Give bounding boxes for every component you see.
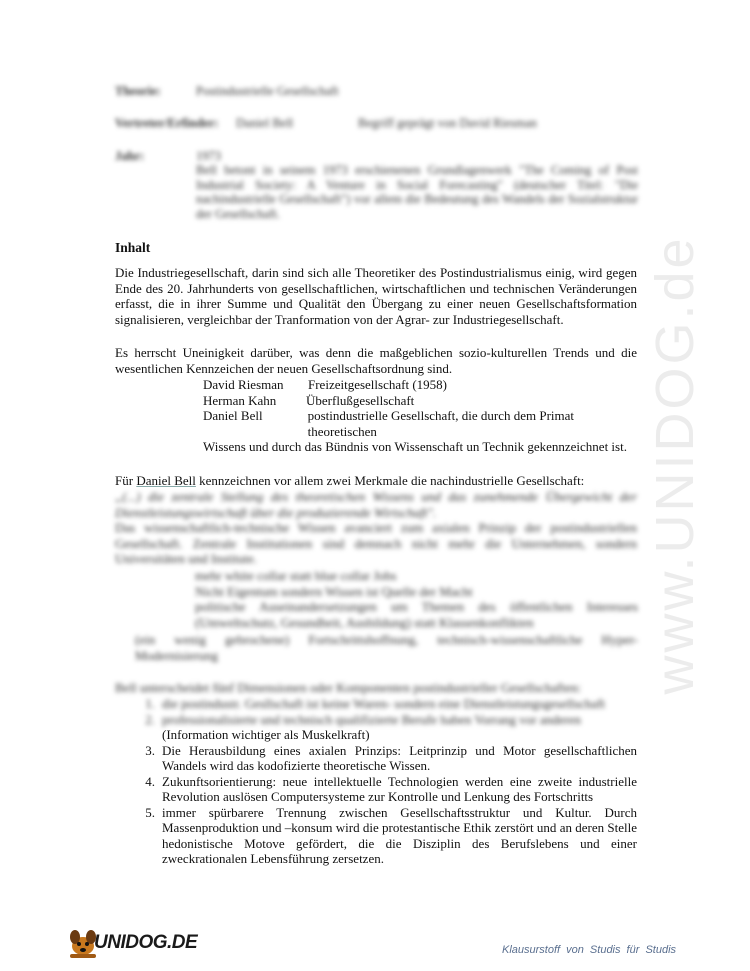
- dimension-item: [115, 712, 637, 728]
- theorist-desc: Freizeitgesellschaft (1958): [308, 377, 447, 392]
- theorist-desc: postindustrielle Gesellschaft, die durch dem Primat theoretischen: [307, 408, 575, 439]
- dimension-number: 4.: [145, 773, 155, 789]
- footer-tagline: Klausurstoff von Studis für Studis: [502, 944, 677, 956]
- inhalt-heading: Inhalt: [115, 240, 151, 255]
- inhalt-paragraph-2: Es herrscht Uneinigkeit darüber, was denn die maßgeblichen sozio-kulturellen Trends und die wesentlichen Kennzeichen der neuen Gesellschaftsordnung sind.: [115, 345, 637, 376]
- dimension-item: [115, 743, 637, 774]
- dimension-item: [115, 696, 637, 712]
- watermark: [640, 235, 710, 695]
- bell-bullet: mehr white collar statt blue collar Jobs: [195, 568, 397, 583]
- bell-hope: (ein wenig gebrochene) Fortschrittshoffnung, technisch-wissenschaftliche Hyper-Modernisierung: [135, 632, 638, 663]
- jahr-text: Bell betont in seinem 1973 erschienenen Grundlagenwerk "The Coming of Post Industrial Society: A Venture in Social Forecasting" (deutscher Titel: "Die nachindustrielle Gesellschaft") vor allem die Bedeutung des Wandels der Sozialstruktur der Gesellschaft.: [196, 163, 638, 221]
- theorist-row: [203, 377, 639, 393]
- jahr-value: 1973: [196, 149, 221, 163]
- vertreter-label: Vertreter/Erfinder:: [115, 116, 219, 130]
- jahr-label: Jahr:: [115, 149, 145, 163]
- inhalt-paragraph-1: Die Industriegesellschaft, darin sind sich alle Theoretiker des Postindustrialismus einig, wird gegen Ende des 20. Jahrhunderts von gesellschaftlichen, wirtschaftlichen und technischen Veränderungen erfasst, die in ihrer Summe und Qualität den Übergang zu einer neuen Gesellschaftsformation signalisieren, vergleichbar der Tranformation von der Agrar- zur Industriegesellschaft.: [115, 265, 637, 327]
- theorist-name: Daniel Bell: [203, 408, 263, 423]
- theorist-continuation: Wissens und durch das Bündnis von Wissenschaft un Technik gekennzeichnet ist.: [203, 439, 627, 454]
- theorist-list: [203, 377, 639, 455]
- bell-intro-prefix: Für: [115, 473, 137, 488]
- theorist-row: [203, 408, 639, 439]
- dimension-text: die postindustr. Gesllschaft ist keine Waren- sondern eine Dienstleistungsgesellschaft: [162, 696, 606, 711]
- dimension-text: Die Herausbildung eines axialen Prinzips: Leitprinzip und Motor gesellschaftlichen Wandels wird das kodofizierte theoretische Wissen.: [162, 742, 637, 773]
- vertreter-value: Daniel Bell: [236, 116, 294, 130]
- theorist-name: David Riesman: [203, 377, 284, 392]
- logo-text: UNIDOG.DE: [94, 932, 198, 953]
- bell-paragraph: Das wissenschaftlich-technische Wissen avanciert zum axialen Prinzip der postindustriellen Gesellschaft. Zentrale Institutionen sind demnach nicht mehr die Unternehmen, sondern Universitäten und Institute.: [115, 520, 637, 566]
- bell-intro-suffix: kennzeichnen vor allem zwei Merkmale die nachindustrielle Gesellschaft:: [195, 473, 585, 488]
- dimension-number: 5.: [145, 804, 155, 820]
- watermark-text: www.UNIDOG.de: [645, 235, 705, 695]
- dimensions-intro: Bell unterscheidet fünf Dimensionen oder Komponenten postindustrieller Gesellschaften:: [115, 680, 582, 695]
- bell-bullet: politische Auseinandersetzungen um Themen des öffentlichen Interesses (Umweltschutz, Gesundheit, Ausbildung) statt Klassenkonflikten: [195, 599, 638, 630]
- dimension-text: professionalisierte und technisch qualifizierte Berufe haben Vorrang vor anderen: [162, 711, 581, 727]
- dimension-number: 3.: [145, 742, 155, 758]
- bell-bullets: [195, 568, 638, 630]
- dimension-text: Zukunftsorientierung: neue intellektuelle Technologien werden eine zweite industrielle Revolution auslösen Computersysteme zur Kontrolle und Lenkung des Fortschritts: [162, 773, 637, 804]
- dimension-number: 1.: [145, 696, 155, 711]
- theorist-name: Herman Kahn: [203, 392, 277, 408]
- theorie-label: Theorie:: [115, 84, 161, 98]
- dimension-item: [115, 774, 637, 805]
- dimension-number: 2.: [145, 711, 155, 727]
- theorist-desc: Überflußgesellschaft: [306, 392, 415, 408]
- theorie-value: Postindustrielle Gesellschaft: [196, 84, 339, 98]
- unidog-logo[interactable]: [66, 926, 196, 960]
- dimension-item: [115, 805, 637, 867]
- bell-bullet: Nicht Eigentum sondern Wissen ist Quelle der Macht: [195, 583, 473, 599]
- dimensions-list: [115, 696, 637, 867]
- dimension-item-continuation: [115, 727, 637, 743]
- daniel-bell-link[interactable]: Daniel Bell: [136, 473, 196, 488]
- theorist-row: [203, 393, 639, 409]
- begriff-text: Begriff geprägt von David Riesman: [358, 116, 537, 130]
- dimension-text: (Information wichtiger als Muskelkraft): [162, 727, 370, 742]
- bell-intro: [115, 473, 637, 489]
- bell-quote: „(...) die zentrale Stellung des theoretischen Wissens und das zunehmende Übergewicht der Dienstleistungswirtschaft über die produzierende Wirtschaft".: [115, 489, 637, 520]
- dimension-text: immer spürbarere Trennung zwischen Gesellschaftsstruktur und Kultur. Durch Massenproduktion und –konsum wird die protestantische Ethik zerstört und an deren Stelle hedonistische Motove gefördert, die die Disziplin des Berufslebens und einer zweckrationalen Lebensführung zersetzen.: [162, 804, 637, 866]
